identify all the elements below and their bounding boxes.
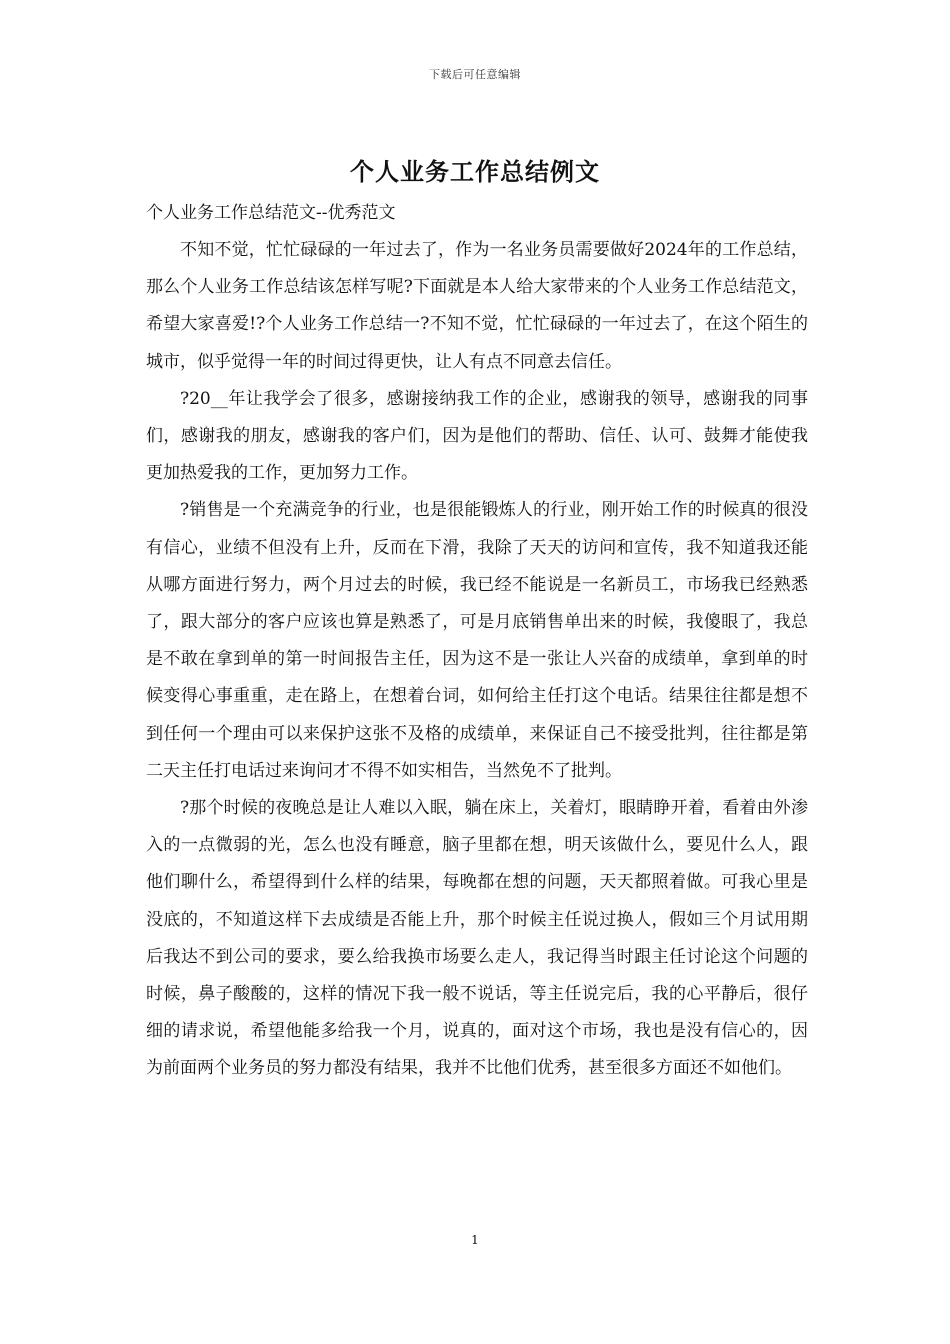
header-note: 下载后可任意编辑 (429, 68, 521, 81)
document-subtitle: 个人业务工作总结范文--优秀范文 (146, 203, 396, 223)
paragraph-2: ?20__年让我学会了很多，感谢接纳我工作的企业，感谢我的领导，感谢我的同事们，感谢我的朋友，感谢我的客户们，因为是他们的帮助、信任、认可、鼓舞才能使我更加热爱我的工作，更加努力工作。 (146, 388, 808, 484)
document-body (146, 232, 808, 1088)
paragraph-4: ?那个时候的夜晚总是让人难以入眠，躺在床上，关着灯，眼睛睁开着，看着由外渗入的一点微弱的光，怎么也没有睡意，脑子里都在想，明天该做什么，要见什么人，跟他们聊什么，希望得到什么样的结果，每晚都在想的问题，天天都照着做。可我心里是没底的，不知道这样下去成绩是否能上升，那个时候主任说过换人，假如三个月试用期后我达不到公司的要求，要么给我换市场要么走人，我记得当时跟主任讨论这个问题的时候，鼻子酸酸的，这样的情况下我一般不说话，等主任说完后，我的心平静后，很仔细的请求说，希望他能多给我一个月，说真的，面对这个市场，我也是没有信心的，因为前面两个业务员的努力都没有结果，我并不比他们优秀，甚至很多方面还不如他们。 (146, 798, 808, 1079)
paragraph-1: 不知不觉，忙忙碌碌的一年过去了，作为一名业务员需要做好2024年的工作总结，那么个人业务工作总结该怎样写呢?下面就是本人给大家带来的个人业务工作总结范文，希望大家喜爱!?个人业务工作总结一?不知不觉，忙忙碌碌的一年过去了，在这个陌生的城市，似乎觉得一年的时间过得更快，让人有点不同意去信任。 (146, 240, 808, 372)
page-number: 1 (471, 1233, 479, 1247)
document-title: 个人业务工作总结例文 (350, 157, 600, 186)
paragraph-3: ?销售是一个充满竞争的行业，也是很能锻炼人的行业，刚开始工作的时候真的很没有信心，业绩不但没有上升，反而在下滑，我除了天天的访问和宣传，我不知道我还能从哪方面进行努力，两个月过去的时候，我已经不能说是一名新员工，市场我已经熟悉了，跟大部分的客户应该也算是熟悉了，可是月底销售单出来的时候，我傻眼了，我总是不敢在拿到单的第一时间报告主任，因为这不是一张让人兴奋的成绩单，拿到单的时候变得心事重重，走在路上，在想着台词，如何给主任打这个电话。结果往往都是想不到任何一个理由可以来保护这张不及格的成绩单，来保证自己不接受批判，往往都是第二天主任打电话过来询问才不得不如实相告，当然免不了批判。 (146, 500, 808, 781)
